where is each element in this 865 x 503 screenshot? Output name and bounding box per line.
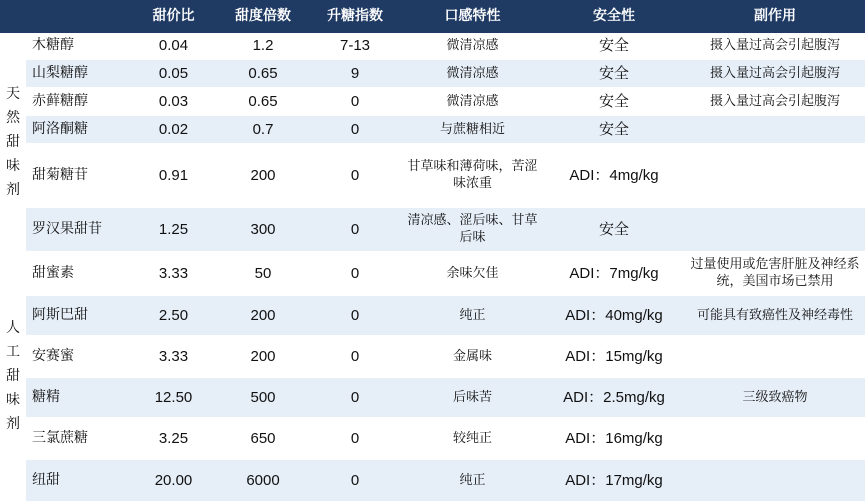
group-label: 天然甜味剂 [6,85,20,198]
table-row [0,377,865,417]
taste-cell: 余味欠佳 [402,251,543,295]
safety-cell: ADI：4mg/kg [543,143,685,207]
group-label-cell [0,33,26,251]
price-ratio-cell: 3.25 [129,417,218,459]
sweetness-cell: 200 [218,335,308,377]
name-cell: 山梨糖醇 [26,59,129,87]
table-row [0,33,865,59]
table-body [0,33,865,501]
price-ratio-cell: 1.25 [129,207,218,251]
name-cell: 阿洛酮糖 [26,115,129,143]
safety-cell: 安全 [543,207,685,251]
header-gi: 升糖指数 [308,0,402,33]
price-ratio-cell: 0.04 [129,33,218,59]
name-cell: 甜蜜素 [26,251,129,295]
name-cell: 赤藓糖醇 [26,87,129,115]
group-label-cell [0,251,26,501]
safety-cell: ADI：17mg/kg [543,459,685,501]
side-effect-cell: 摄入量过高会引起腹泻 [685,33,865,59]
taste-cell: 金属味 [402,335,543,377]
side-effect-cell [685,417,865,459]
name-cell: 纽甜 [26,459,129,501]
table-row [0,207,865,251]
taste-cell: 与蔗糖相近 [402,115,543,143]
table-row [0,87,865,115]
table-row [0,459,865,501]
safety-cell: ADI：2.5mg/kg [543,377,685,417]
side-effect-cell: 摄入量过高会引起腹泻 [685,87,865,115]
table-row [0,115,865,143]
side-effect-cell [685,335,865,377]
sweetness-cell: 6000 [218,459,308,501]
table-row [0,143,865,207]
safety-cell: ADI：16mg/kg [543,417,685,459]
safety-cell: ADI：15mg/kg [543,335,685,377]
price-ratio-cell: 3.33 [129,251,218,295]
taste-cell: 微清凉感 [402,87,543,115]
name-cell: 阿斯巴甜 [26,295,129,335]
side-effect-cell: 过量使用或危害肝脏及神经系统，美国市场已禁用 [685,251,865,295]
gi-cell: 0 [308,377,402,417]
safety-cell: 安全 [543,115,685,143]
gi-cell: 0 [308,295,402,335]
name-cell: 三氯蔗糖 [26,417,129,459]
gi-cell: 0 [308,207,402,251]
sweetness-cell: 0.65 [218,87,308,115]
header-sweetness: 甜度倍数 [218,0,308,33]
name-cell: 糖精 [26,377,129,417]
sweetness-cell: 300 [218,207,308,251]
header-group [0,0,26,33]
group-label: 人工甜味剂 [6,320,20,432]
sweetness-cell: 650 [218,417,308,459]
safety-cell: ADI：40mg/kg [543,295,685,335]
gi-cell: 0 [308,335,402,377]
taste-cell: 较纯正 [402,417,543,459]
table-row [0,417,865,459]
taste-cell: 清凉感、涩后味、甘草后味 [402,207,543,251]
header-safety: 安全性 [543,0,685,33]
safety-cell: 安全 [543,33,685,59]
sweetness-cell: 200 [218,143,308,207]
gi-cell: 0 [308,417,402,459]
sweetness-cell: 500 [218,377,308,417]
sweetness-cell: 0.7 [218,115,308,143]
gi-cell: 7-13 [308,33,402,59]
taste-cell: 甘草味和薄荷味，苦涩味浓重 [402,143,543,207]
sweetness-cell: 200 [218,295,308,335]
sweetness-cell: 0.65 [218,59,308,87]
header-name [26,0,129,33]
side-effect-cell [685,143,865,207]
price-ratio-cell: 0.91 [129,143,218,207]
header-row [0,0,865,33]
side-effect-cell: 摄入量过高会引起腹泻 [685,59,865,87]
taste-cell: 微清凉感 [402,33,543,59]
taste-cell: 纯正 [402,295,543,335]
gi-cell: 0 [308,115,402,143]
gi-cell: 9 [308,59,402,87]
gi-cell: 0 [308,87,402,115]
gi-cell: 0 [308,459,402,501]
side-effect-cell [685,115,865,143]
price-ratio-cell: 3.33 [129,335,218,377]
table-row [0,251,865,295]
side-effect-cell: 三级致癌物 [685,377,865,417]
price-ratio-cell: 0.05 [129,59,218,87]
table-row [0,295,865,335]
safety-cell: ADI：7mg/kg [543,251,685,295]
sweetness-cell: 50 [218,251,308,295]
table-row [0,335,865,377]
price-ratio-cell: 0.02 [129,115,218,143]
side-effect-cell [685,207,865,251]
price-ratio-cell: 12.50 [129,377,218,417]
header-taste: 口感特性 [402,0,543,33]
safety-cell: 安全 [543,87,685,115]
header-side-effect: 副作用 [685,0,865,33]
name-cell: 罗汉果甜苷 [26,207,129,251]
side-effect-cell: 可能具有致癌性及神经毒性 [685,295,865,335]
table-row [0,59,865,87]
taste-cell: 纯正 [402,459,543,501]
taste-cell: 后味苦 [402,377,543,417]
gi-cell: 0 [308,143,402,207]
price-ratio-cell: 0.03 [129,87,218,115]
sweetness-cell: 1.2 [218,33,308,59]
header-price-ratio: 甜价比 [129,0,218,33]
name-cell: 安赛蜜 [26,335,129,377]
safety-cell: 安全 [543,59,685,87]
name-cell: 木糖醇 [26,33,129,59]
name-cell: 甜菊糖苷 [26,143,129,207]
gi-cell: 0 [308,251,402,295]
price-ratio-cell: 2.50 [129,295,218,335]
side-effect-cell [685,459,865,501]
taste-cell: 微清凉感 [402,59,543,87]
price-ratio-cell: 20.00 [129,459,218,501]
